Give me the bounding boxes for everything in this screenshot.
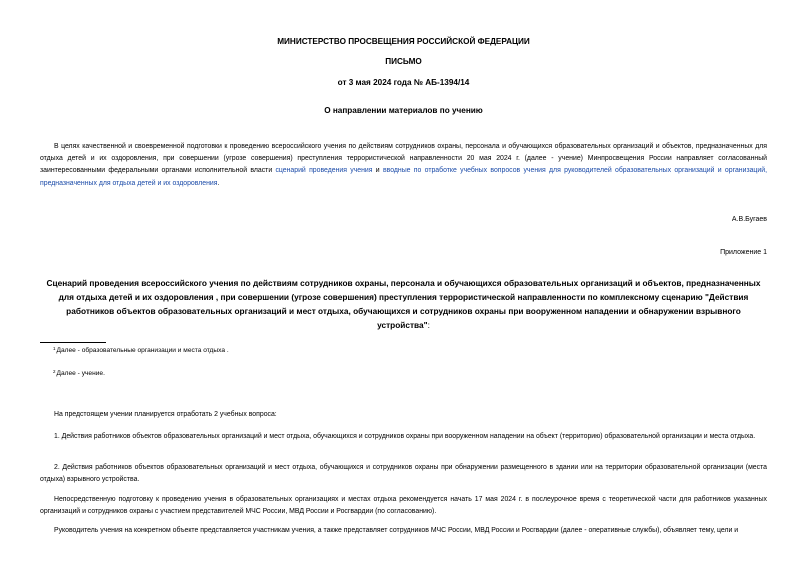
footnote-text: Далее - учение. [56, 370, 105, 377]
intro-paragraph [40, 141, 767, 190]
footnote-mark: 1 [53, 346, 56, 351]
body-paragraph: 1. Действия работников объектов образовательных организаций и мест отдыха, обучающихся и сотрудников охраны при вооруженном нападении на объект (территорию) образовательной организации и места отдыха. [54, 433, 756, 440]
document-type: ПИСЬМО [385, 57, 422, 66]
appendix-title-suffix: : [427, 320, 430, 330]
footnote-1 [53, 346, 229, 354]
inputs-link[interactable]: вводные по отработке учебных вопросов учения для руководителей образовательных организаций и организаций, предназначенных для отдыха детей и их оздоровления [40, 167, 767, 187]
document-subject: О направлении материалов по учению [324, 106, 483, 115]
body-paragraph: 2. Действия работников объектов образовательных организаций и мест отдыха, обучающихся и сотрудников охраны при обнаружении размещенного в здании или на территории образовательной организации (места отдыха) взрывного устройства. [40, 464, 767, 484]
intro-text: В целях качественной и своевременной подготовки к проведению всероссийского учения по действиям сотрудников охраны, персонала и обучающихся образовательных организаций и объектов, предназначенных для отдыха детей и их оздоровления, при совершении (угрозе совершения) преступления террористической направленности 20 мая 2024 г. (далее - учение) Минпросвещения России направляет согласованный заинтересованными федеральными органами исполнительной власти [40, 143, 767, 175]
appendix-title-text: Сценарий проведения всероссийского учения по действиям сотрудников охраны, персонала и обучающихся образовательных организаций и объектов, предназначенных для отдыха детей и их оздоровления , при совершении (угрозе совершения) преступления террористической направленности по комплексному сценарию "Действия работников объектов образовательных организаций и мест отдыха, обучающихся и сотрудников охраны при вооруженном нападении и обнаружении взрывного устройства" [46, 278, 761, 330]
scenario-link[interactable]: сценарий проведения учения [275, 167, 373, 175]
intro-end: . [217, 179, 220, 187]
ministry-heading: МИНИСТЕРСТВО ПРОСВЕЩЕНИЯ РОССИЙСКОЙ ФЕДЕРАЦИИ [277, 37, 530, 46]
footnote-mark: 2 [53, 369, 56, 374]
footnote-separator [40, 342, 106, 343]
footnote-text: Далее - образовательные организации и места отдыха . [56, 347, 229, 354]
footnote-2 [53, 369, 105, 377]
body-paragraph: На предстоящем учении планируется отработать 2 учебных вопроса: [54, 411, 277, 418]
body-paragraph: Руководитель учения на конкретном объекте представляется участникам учения, а также представляет сотрудников МЧС России, МВД России и Росгвардии (далее - оперативные службы), объявляет тему, цели и [54, 527, 739, 534]
signature: А.В.Бугаев [731, 216, 767, 223]
document-date-number: от 3 мая 2024 года № АБ-1394/14 [337, 78, 470, 87]
intro-mid: и [372, 167, 383, 175]
appendix-label: Приложение 1 [720, 249, 767, 256]
appendix-title [40, 276, 767, 332]
body-paragraph: Непосредственную подготовку к проведению учения в образовательных организациях и местах отдыха рекомендуется начать 17 мая 2024 г. в послеурочное время с теоретической части для работников указанных организаций и сотрудников охраны с участием представителей МЧС России, МВД России и Росгвардии (по согласованию). [40, 496, 767, 516]
